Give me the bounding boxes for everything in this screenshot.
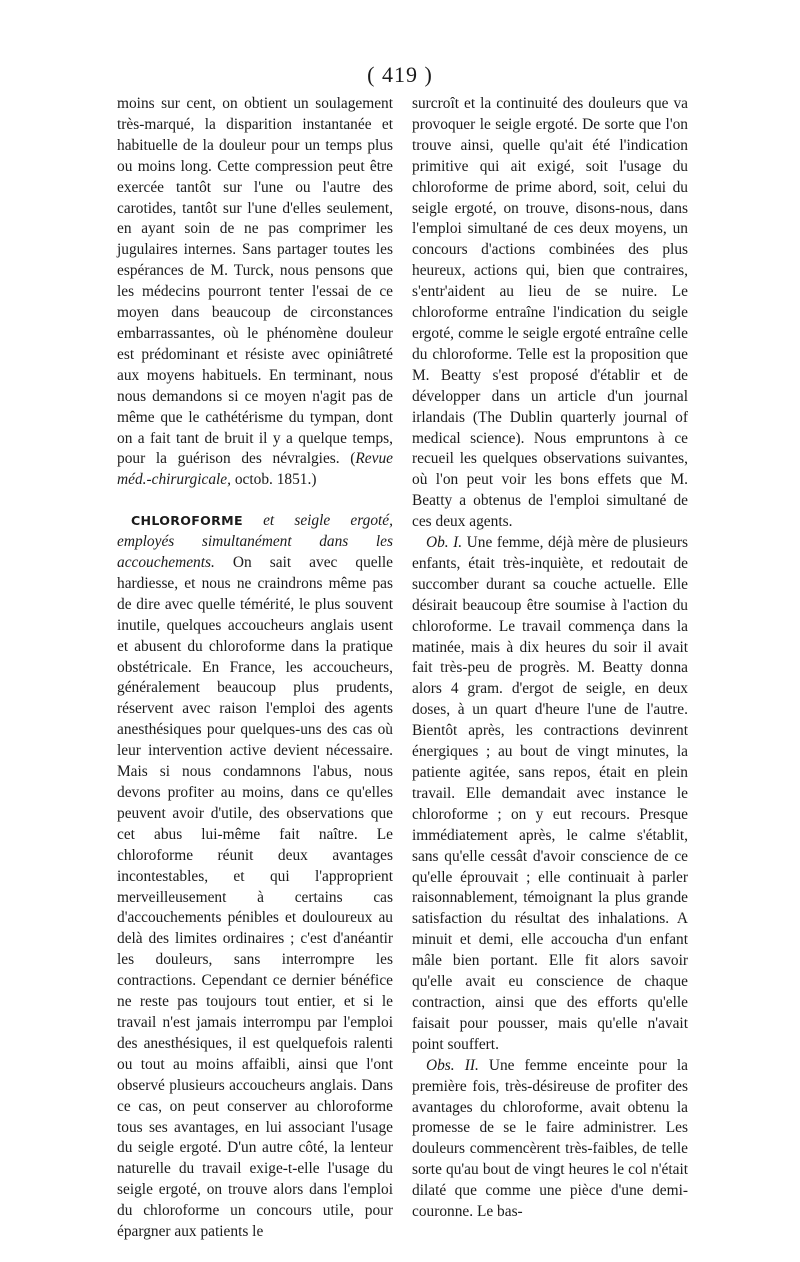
right-column: [412, 94, 688, 1223]
paragraph: surcroît et la continuité des douleurs que va provoquer le seigle ergoté. De sorte que l'on trouve ainsi, quelle qu'ait été l'indication primitive qui ait exigé, soit l'usage du chloroforme de prime abord, soit, celui du seigle ergoté, on trouve, disons-nous, dans l'emploi simultané de ces deux moyens, un concours d'actions combinées des plus heureux, actions qui, bien que contraires, s'entr'aident au lieu de se nuire. Le chloroforme entraîne l'indication du seigle ergoté, comme le seigle ergoté entraîne celle du chloroforme. Telle est la proposition que M. Beatty s'est proposé d'établir et de développer dans un article d'un journal irlandais (The Dublin quarterly journal of medical science). Nous empruntons à ce recueil les quelques observations suivantes, où l'on peut voir les bons effets que M. Beatty a obtenus de l'emploi simultané de ces deux agents.: [412, 95, 688, 531]
observation-1: [412, 533, 688, 1056]
article-heading: CHLOROFORME: [131, 513, 243, 529]
observation-label: Obs. II.: [426, 1056, 479, 1074]
paragraph-text: moins sur cent, on obtient un soulagement très-marqué, la disparition instantanée et habituelle de la douleur pour un temps plus ou moins long. Cette compression peut être exercée tantôt sur l'une ou l'autre des carotides, tantôt sur l'une d'elles seulement, en ayant soin de ne pas comprimer les jugulaires internes. Sans partager toutes les espérances de M. Turck, nous pensons que les médecins pourront tenter l'essai de ce moyen dans beaucoup de circonstances embarrassantes, où le phénomène douleur est prédominant et résiste avec opiniâtreté aux moyens habituels. En terminant, nous nous demandons si ce moyen n'agit pas de même que le cathétérisme du tympan, dont on a fait tant de bruit il y a quelque temps, pour la guérison des névralgies. (: [117, 95, 393, 468]
paragraph-text: On sait avec quelle hardiesse, et nous ne craindrons même pas de dire avec quelle témérité, le plus souvent inutile, quelques accoucheurs anglais usent et abusent du chloroforme dans la pratique obstétricale. En France, les accoucheurs, généralement beaucoup plus prudents, réservent avec raison l'emploi des agents anesthésiques pour quelques-uns des cas où leur intervention active devient nécessaire. Mais si nous condamnons l'abus, nous devons profiter au moins, dans ce qu'elles peuvent avoir d'utile, des observations que cet abus lui-même fait naître. Le chloroforme réunit deux avantages incontestables, et qui l'approprient merveilleusement à certains cas d'accouchements pénibles et douloureux au delà des limites ordinaires ; c'est d'anéantir les douleurs, sans interrompre les contractions. Cependant ce dernier bénéfice ne reste pas toujours tout entier, et si le travail n'est jamais interrompu par l'emploi des anesthésiques, il est quelquefois ralenti ou tout au moins affaibli, ainsi que l'ont observé plusieurs accoucheurs anglais. Dans ce cas, on peut conserver au chloroforme tous ses avantages, en lui associant l'usage du seigle ergoté. D'un autre côté, la lenteur naturelle du travail exige-t-elle l'usage du seigle ergoté, on trouve alors dans l'emploi du chloroforme un concours utile, pour épargner aux patients le: [117, 554, 393, 1241]
observation-label: Ob. I.: [426, 534, 463, 552]
left-column: [117, 94, 393, 1243]
paragraph: [117, 94, 393, 491]
observation-2: [412, 1056, 688, 1223]
page-number: ( 419 ): [367, 62, 433, 87]
article-paragraph: [117, 511, 393, 1243]
observation-text: Une femme enceinte pour la première fois, très-désireuse de profiter des avantages du chloroforme, avait obtenu la promesse de se le faire administrer. Les douleurs commencèrent très-faibles, de telle sorte qu'au bout de vingt heures le col n'était dilaté que comme une pièce d'une demi-couronne. Le bas-: [412, 1056, 688, 1221]
citation-date: octob. 1851.): [230, 471, 317, 489]
observation-text: Une femme, déjà mère de plusieurs enfants, était très-inquiète, et redoutait de succomber durant sa couche actuelle. Elle désirait beaucoup être soumise à l'action du chloroforme. Le travail commença dans la matinée, mais à dix heures du soir il avait fait très-peu de progrès. M. Beatty donna alors 4 gram. d'ergot de seigle, en deux doses, à un quart d'heure l'une de l'autre. Bientôt après, les contractions devinrent énergiques ; au bout de vingt minutes, la patiente agitée, sans repos, était en plein travail. Elle demandait avec instance le chloroforme ; on y eut recours. Presque immédiatement après, le calme s'établit, sans qu'elle cessât d'avoir conscience de ce qu'elle éprouvait ; elle continuait à parler raisonnablement, témoignant la plus grande satisfaction du résultat des inhalations. A minuit et demi, elle accoucha d'un enfant mâle bien portant. Elle fit alors savoir qu'elle avait eu conscience de chaque contraction, ainsi que des efforts qu'elle faisait pour pousser, mais qu'elle n'avait point souffert.: [412, 534, 688, 1053]
article-subtitle: et seigle ergoté, employés simultanément dans les accouchements.: [117, 512, 393, 572]
source-citation: Revue méd.-chirurgicale,: [117, 450, 393, 489]
